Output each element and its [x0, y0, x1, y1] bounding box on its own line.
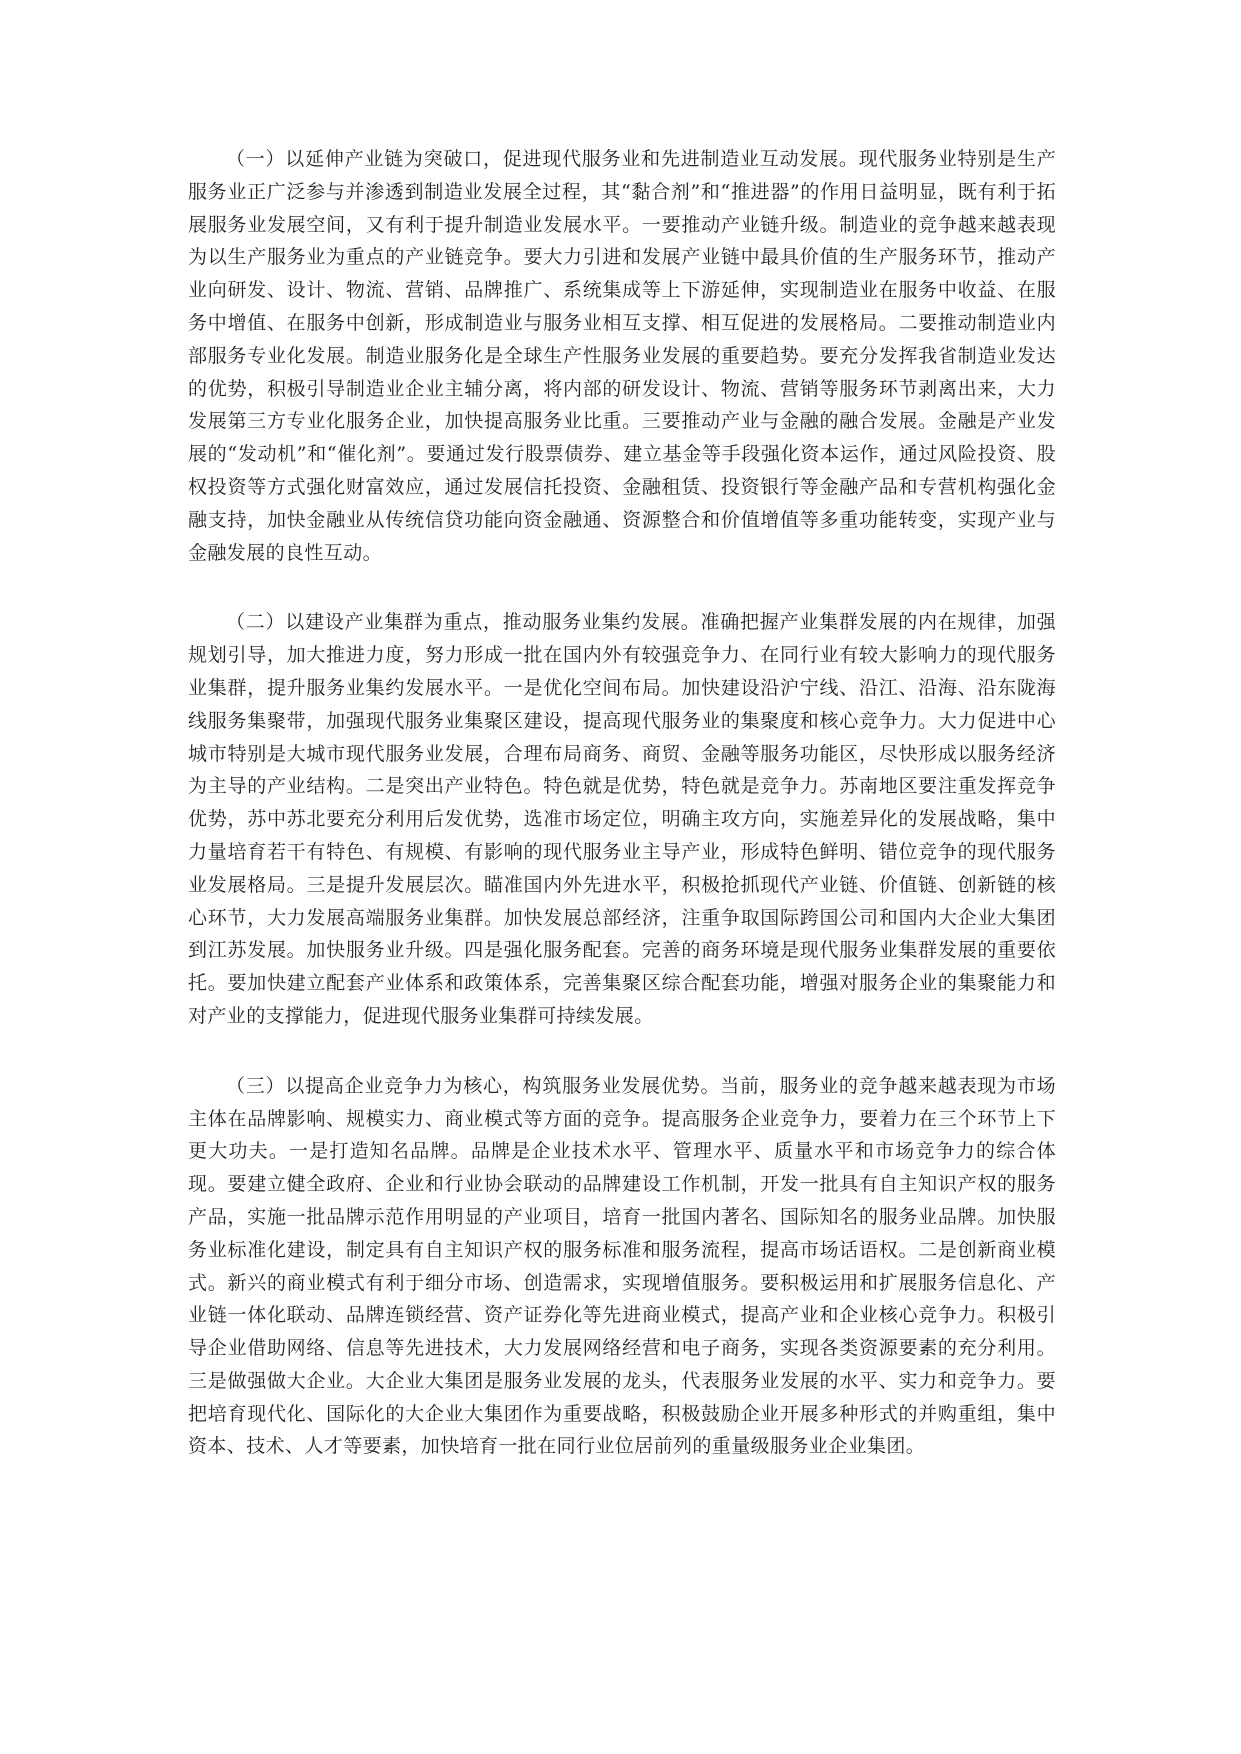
document-body: [188, 143, 1056, 1463]
paragraph-section-1: （一）以延伸产业链为突破口，促进现代服务业和先进制造业互动发展。现代服务业特别是生产服务业正广泛参与并渗透到制造业发展全过程，其“黏合剂”和“推进器”的作用日益明显，既有利于拓展服务业发展空间，又有利于提升制造业发展水平。一要推动产业链升级。制造业的竞争越来越表现为以生产服务业为重点的产业链竞争。要大力引进和发展产业链中最具价值的生产服务环节，推动产业向研发、设计、物流、营销、品牌推广、系统集成等上下游延伸，实现制造业在服务中收益、在服务中增值、在服务中创新，形成制造业与服务业相互支撑、相互促进的发展格局。二要推动制造业内部服务专业化发展。制造业服务化是全球生产性服务业发展的重要趋势。要充分发挥我省制造业发达的优势，积极引导制造业企业主辅分离，将内部的研发设计、物流、营销等服务环节剥离出来，大力发展第三方专业化服务企业，加快提高服务业比重。三要推动产业与金融的融合发展。金融是产业发展的“发动机”和“催化剂”。要通过发行股票债券、建立基金等手段强化资本运作，通过风险投资、股权投资等方式强化财富效应，通过发展信托投资、金融租赁、投资银行等金融产品和专营机构强化金融支持，加快金融业从传统信贷功能向资金融通、资源整合和价值增值等多重功能转变，实现产业与金融发展的良性互动。: [188, 148, 1056, 564]
paragraph-section-2: （二）以建设产业集群为重点，推动服务业集约发展。准确把握产业集群发展的内在规律，加强规划引导，加大推进力度，努力形成一批在国内外有较强竞争力、在同行业有较大影响力的现代服务业集群，提升服务业集约发展水平。一是优化空间布局。加快建设沿沪宁线、沿江、沿海、沿东陇海线服务集聚带，加强现代服务业集聚区建设，提高现代服务业的集聚度和核心竞争力。大力促进中心城市特别是大城市现代服务业发展，合理布局商务、商贸、金融等服务功能区，尽快形成以服务经济为主导的产业结构。二是突出产业特色。特色就是优势，特色就是竞争力。苏南地区要注重发挥竞争优势，苏中苏北要充分利用后发优势，选准市场定位，明确主攻方向，实施差异化的发展战略，集中力量培育若干有特色、有规模、有影响的现代服务业主导产业，形成特色鲜明、错位竞争的现代服务业发展格局。三是提升发展层次。瞄准国内外先进水平，积极抢抓现代产业链、价值链、创新链的核心环节，大力发展高端服务业集群。加快发展总部经济，注重争取国际跨国公司和国内大企业大集团到江苏发展。加快服务业升级。四是强化服务配套。完善的商务环境是现代服务业集群发展的重要依托。要加快建立配套产业体系和政策体系，完善集聚区综合配套功能，增强对服务企业的集聚能力和对产业的支撑能力，促进现代服务业集群可持续发展。: [188, 611, 1056, 1027]
paragraph-section-3: （三）以提高企业竞争力为核心，构筑服务业发展优势。当前，服务业的竞争越来越表现为市场主体在品牌影响、规模实力、商业模式等方面的竞争。提高服务企业竞争力，要着力在三个环节上下更大功夫。一是打造知名品牌。品牌是企业技术水平、管理水平、质量水平和市场竞争力的综合体现。要建立健全政府、企业和行业协会联动的品牌建设工作机制，开发一批具有自主知识产权的服务产品，实施一批品牌示范作用明显的产业项目，培育一批国内著名、国际知名的服务业品牌。加快服务业标准化建设，制定具有自主知识产权的服务标准和服务流程，提高市场话语权。二是创新商业模式。新兴的商业模式有利于细分市场、创造需求，实现增值服务。要积极运用和扩展服务信息化、产业链一体化联动、品牌连锁经营、资产证券化等先进商业模式，提高产业和企业核心竞争力。积极引导企业借助网络、信息等先进技术，大力发展网络经营和电子商务，实现各类资源要素的充分利用。三是做强做大企业。大企业大集团是服务业发展的龙头，代表服务业发展的水平、实力和竞争力。要把培育现代化、国际化的大企业大集团作为重要战略，积极鼓励企业开展多种形式的并购重组，集中资本、技术、人才等要素，加快培育一批在同行业位居前列的重量级服务业企业集团。: [188, 1074, 1056, 1458]
